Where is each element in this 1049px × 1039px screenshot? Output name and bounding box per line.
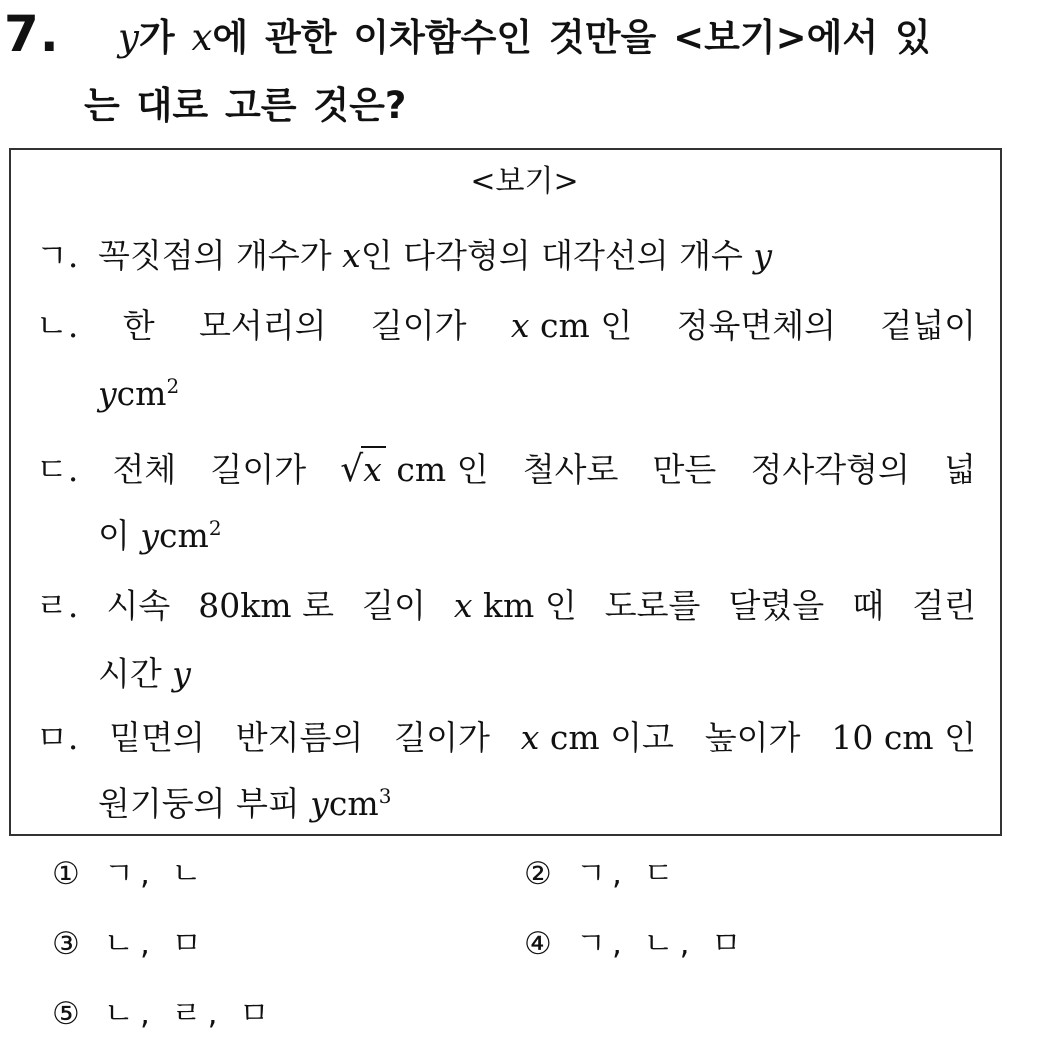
item-word: 넓 [944,450,976,489]
var-y: y [118,16,139,59]
item-marker: ㄹ. [36,586,79,625]
unit: cm [328,784,379,823]
var-y: y [98,374,117,413]
item-measure [511,304,632,348]
item-marker: ㄷ. [36,450,79,489]
item-word: 반지름의 [235,718,364,757]
choice-number: ③ [52,926,80,962]
item-word: 시속 [106,586,171,625]
item-word: 길이가 [210,450,307,489]
var-x: x [520,718,540,757]
choice-value: ㄱ, ㄴ [104,856,208,892]
var-y: y [140,516,160,555]
item-word: 철사로 [522,450,619,489]
item-measure [198,584,334,628]
question-stem-line-2: 는 대로 고른 것은? [84,84,407,127]
unit: cm [883,718,934,757]
stem-text-b: 에 관한 이차함수인 것만을 <보기>에서 있 [212,16,931,59]
item-word: 길이 [362,586,426,625]
item-word: 모서리의 [199,306,327,345]
var-x: x [361,446,386,492]
item-measure [521,716,674,760]
unit: km [240,586,292,625]
sqrt-icon: √ [340,449,364,490]
var-x: x [342,236,361,275]
speed-value: 80 [198,586,241,625]
example-item-3 [36,446,976,492]
choice-number: ⑤ [52,996,80,1032]
choice-1[interactable] [52,852,208,896]
item-word: 인 [456,450,489,489]
item-measure [454,584,577,628]
unit: cm [159,516,209,555]
choice-5[interactable] [52,992,275,1036]
example-item-2-continuation [98,372,179,416]
item-word: 정육면체의 [676,306,836,345]
item-word: 만든 [652,450,717,489]
example-item-5-continuation [98,782,391,826]
choice-number: ② [524,856,552,892]
choice-2[interactable] [524,852,680,896]
example-item-3-continuation [98,514,222,558]
item-text: 꼭짓점의 개수가 [98,236,343,275]
item-text: 인 다각형의 대각선의 개수 [360,236,754,275]
item-word: 도로를 [604,586,701,625]
choice-value: ㄴ, ㄹ, ㅁ [104,996,276,1032]
var-x: x [510,306,530,345]
item-word: 때 [852,586,885,625]
choice-4[interactable] [524,922,747,966]
choice-value: ㄱ, ㄴ, ㅁ [576,926,748,962]
question-number: 7. [4,5,60,63]
example-item-4-continuation [98,652,191,696]
unit: cm [116,374,167,413]
unit: cm [549,718,600,757]
exponent: 2 [208,516,222,540]
question-stem-line-1 [118,14,931,62]
item-word: 길이가 [394,718,490,757]
choice-number: ④ [524,926,552,962]
item-word: 높이가 [704,718,801,757]
height-value: 10 [831,718,874,757]
item-text: 이 [98,516,141,555]
item-text: 시간 [98,654,173,693]
item-word: 인 [944,718,976,757]
item-word: 인 [544,586,577,625]
example-item-1 [36,234,772,278]
item-word: 한 [122,306,155,345]
exponent: 3 [378,784,392,808]
item-marker: ㄴ. [36,306,79,345]
item-word: 인 [600,306,633,345]
var-y: y [753,236,773,275]
choice-value: ㄴ, ㅁ [104,926,208,962]
stem-text-a: 가 [138,16,192,59]
example-item-5 [36,716,976,760]
item-word: 정사각형의 [750,450,910,489]
unit: km [483,586,535,625]
example-box-title: <보기> [470,164,579,199]
item-word: 이고 [610,718,674,757]
item-word: 겉넓이 [880,306,976,345]
item-word: 길이가 [370,306,467,345]
item-word: 달렸을 [728,586,825,625]
item-marker: ㅁ. [36,718,79,757]
choice-value: ㄱ, ㄷ [576,856,680,892]
var-x: x [453,586,473,625]
exponent: 2 [166,374,180,398]
choice-3[interactable] [52,922,208,966]
unit: cm [540,306,590,345]
choice-number: ① [52,856,80,892]
var-x: x [191,16,213,59]
example-item-4 [36,584,976,628]
item-measure [831,716,976,760]
item-word: 전체 [112,450,177,489]
item-word: 밑면의 [109,718,205,757]
item-word: 걸린 [912,586,976,625]
unit: cm [396,450,447,489]
item-word: 로 [302,586,334,625]
var-y: y [172,654,191,693]
sqrt-expression [340,446,386,492]
example-item-2 [36,304,976,348]
item-text: 원기둥의 부피 [98,784,311,823]
item-measure [340,446,488,492]
var-y: y [310,784,329,823]
item-marker: ㄱ. [36,236,79,275]
